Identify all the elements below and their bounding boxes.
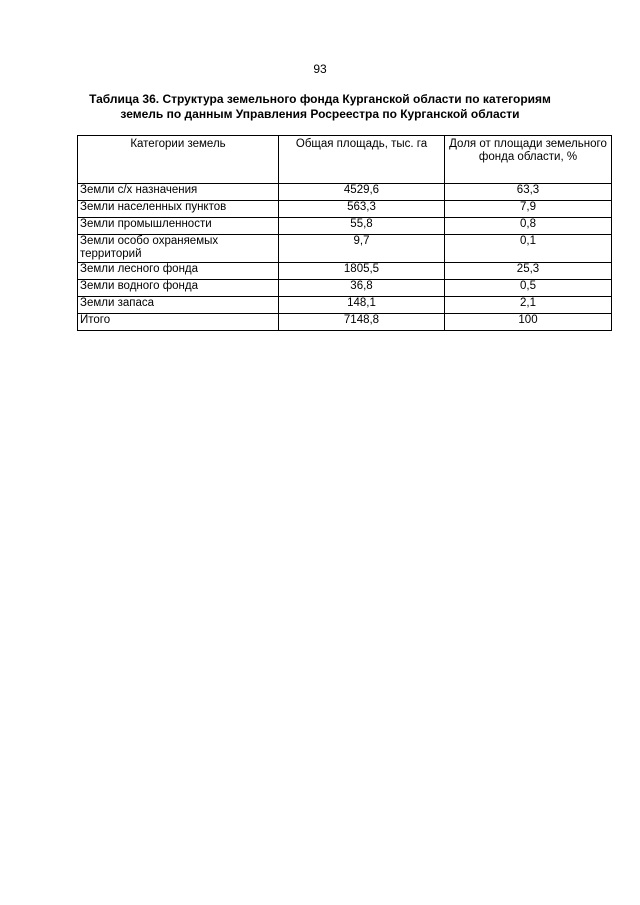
table-row-total	[78, 314, 612, 331]
page-number: 93	[313, 62, 327, 76]
category-cell: Земли промышленности	[78, 218, 279, 235]
share-cell: 0,5	[445, 280, 612, 297]
table-row	[78, 297, 612, 314]
share-cell: 25,3	[445, 263, 612, 280]
table-title-line-2: земель по данным Управления Росреестра по Курганской области	[120, 107, 520, 121]
share-cell: 0,1	[445, 235, 612, 263]
category-cell: Земли населенных пунктов	[78, 201, 279, 218]
area-cell: 55,8	[279, 218, 445, 235]
table-row	[78, 184, 612, 201]
share-cell: 100	[445, 314, 612, 331]
table-row	[78, 280, 612, 297]
area-cell: 7148,8	[279, 314, 445, 331]
share-cell: 7,9	[445, 201, 612, 218]
table-row	[78, 263, 612, 280]
area-cell: 148,1	[279, 297, 445, 314]
category-cell: Земли с/х назначения	[78, 184, 279, 201]
share-cell: 0,8	[445, 218, 612, 235]
area-cell: 563,3	[279, 201, 445, 218]
table-row	[78, 201, 612, 218]
category-cell: Земли лесного фонда	[78, 263, 279, 280]
category-cell: Земли запаса	[78, 297, 279, 314]
land-fund-table	[77, 135, 612, 331]
table-title-line-1: Таблица 36. Структура земельного фонда Курганской области по категориям	[89, 92, 551, 106]
table-row	[78, 218, 612, 235]
area-cell: 36,8	[279, 280, 445, 297]
table-title	[70, 92, 570, 122]
category-cell: Земли особо охраняемых территорий	[78, 235, 279, 263]
area-cell: 9,7	[279, 235, 445, 263]
header-area: Общая площадь, тыс. га	[279, 136, 445, 184]
category-cell: Итого	[78, 314, 279, 331]
table-row	[78, 235, 612, 263]
header-category: Категории земель	[78, 136, 279, 184]
header-share: Доля от площади земельного фонда области, %	[445, 136, 612, 184]
category-cell: Земли водного фонда	[78, 280, 279, 297]
area-cell: 1805,5	[279, 263, 445, 280]
table-header-row	[78, 136, 612, 184]
share-cell: 2,1	[445, 297, 612, 314]
share-cell: 63,3	[445, 184, 612, 201]
area-cell: 4529,6	[279, 184, 445, 201]
